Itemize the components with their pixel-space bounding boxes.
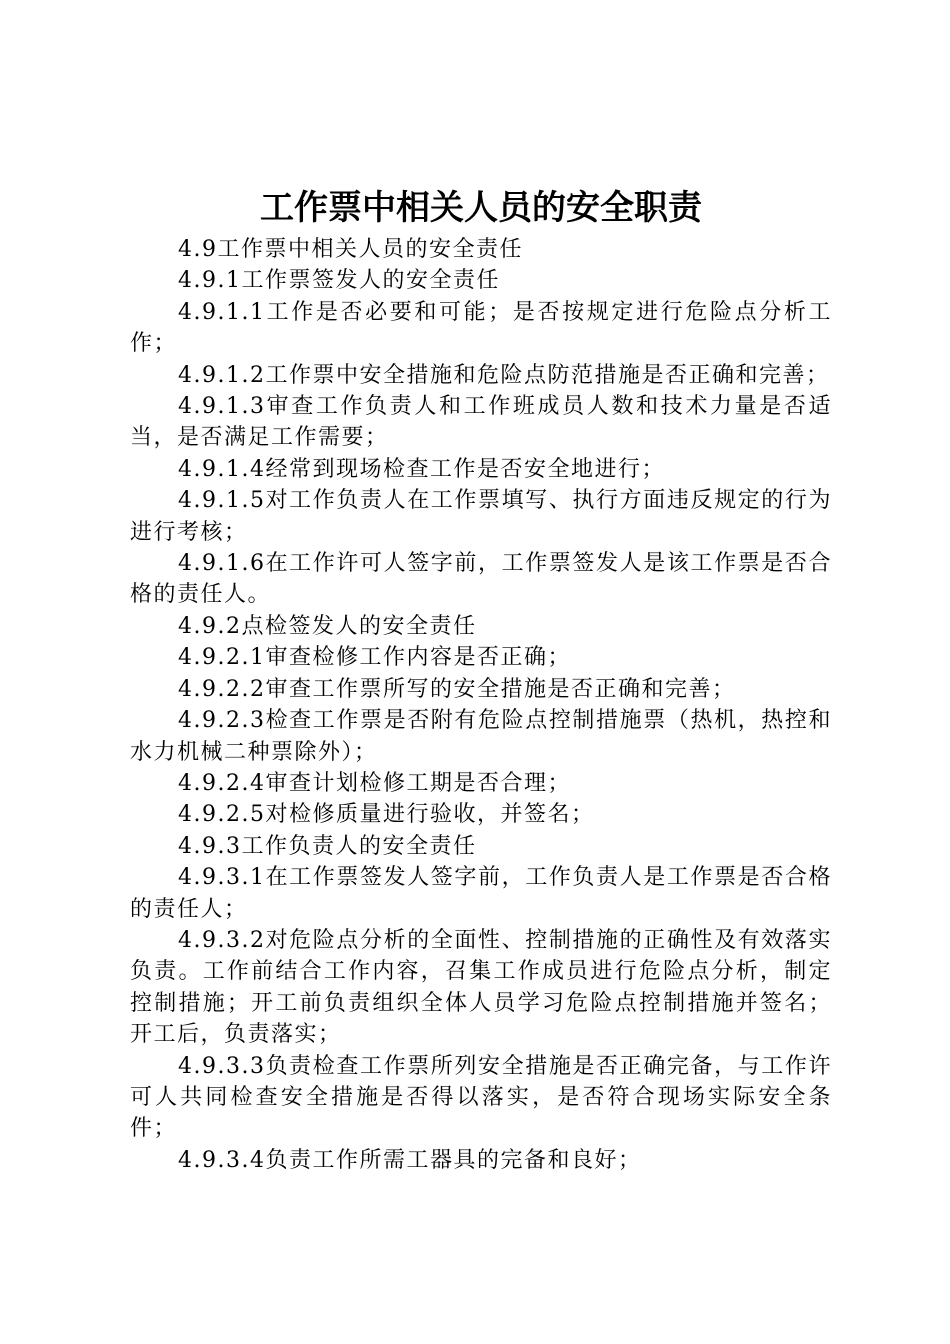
paragraph-4-9-2: 4.9.2点检签发人的安全责任 xyxy=(178,613,477,639)
paragraph-4-9-2-5: 4.9.2.5对检修质量进行验收，并签名； xyxy=(178,802,595,828)
paragraph-4-9-2-1: 4.9.2.1审查检修工作内容是否正确； xyxy=(178,645,571,671)
document-title: 工作票中相关人员的安全职责 xyxy=(260,188,702,228)
paragraph-4-9-3-4: 4.9.3.4负责工作所需工器具的完备和良好； xyxy=(178,1147,642,1173)
paragraph-4-9-2-4: 4.9.2.4审查计划检修工期是否合理； xyxy=(178,770,571,796)
paragraph-4-9-3-1: 4.9.3.1在工作票签发人签字前，工作负责人是工作票是否合格的责任人； xyxy=(130,865,832,922)
paragraph-4-9-1-4: 4.9.1.4经常到现场检查工作是否安全地进行； xyxy=(178,456,665,482)
paragraph-4-9-1-3: 4.9.1.3审查工作负责人和工作班成员人数和技术力量是否适当，是否满足工作需要； xyxy=(130,394,832,451)
paragraph-4-9-1-6: 4.9.1.6在工作许可人签字前，工作票签发人是该工作票是否合格的责任人。 xyxy=(130,551,832,608)
paragraph-4-9-1: 4.9.1工作票签发人的安全责任 xyxy=(178,268,500,294)
document-body xyxy=(130,234,832,1176)
paragraph-4-9: 4.9工作票中相关人员的安全责任 xyxy=(178,237,523,262)
paragraph-4-9-3-2: 4.9.3.2对危险点分析的全面性、控制措施的正确性及有效落实负责。工作前结合工作内容，召集工作成员进行危险点分析，制定控制措施；开工前负责组织全体人员学习危险点控制措施并签名；开工后，负责落实； xyxy=(130,927,832,1048)
paragraph-4-9-3: 4.9.3工作负责人的安全责任 xyxy=(178,833,477,859)
paragraph-4-9-2-3: 4.9.2.3检查工作票是否附有危险点控制措施票（热机，热控和水力机械二种票除外）； xyxy=(130,708,832,765)
paragraph-4-9-1-2: 4.9.1.2工作票中安全措施和危险点防范措施是否正确和完善； xyxy=(178,362,830,388)
paragraph-4-9-2-2: 4.9.2.2审查工作票所写的安全措施是否正确和完善； xyxy=(178,676,736,702)
paragraph-4-9-3-3: 4.9.3.3负责检查工作票所列安全措施是否正确完备，与工作许可人共同检查安全措施是否得以落实，是否符合现场实际安全条件； xyxy=(130,1053,832,1142)
document-page xyxy=(130,184,832,1176)
paragraph-4-9-1-1: 4.9.1.1工作是否必要和可能；是否按规定进行危险点分析工作； xyxy=(130,299,832,357)
paragraph-4-9-1-5: 4.9.1.5对工作负责人在工作票填写、执行方面违反规定的行为进行考核； xyxy=(130,488,832,545)
